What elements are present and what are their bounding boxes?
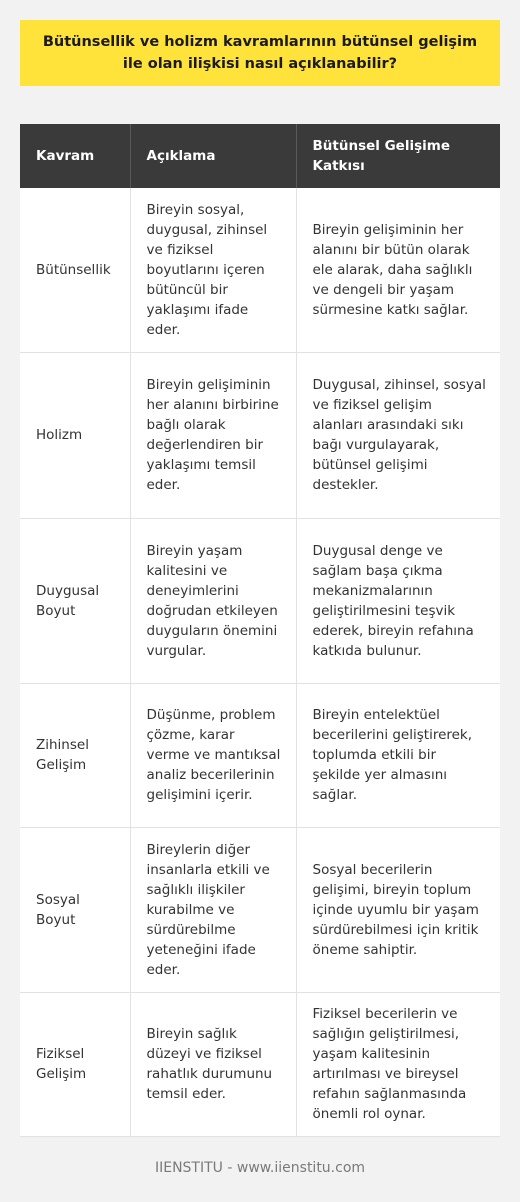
cell-kavram: Zihinsel Gelişim (20, 683, 130, 827)
cell-kavram: Holizm (20, 352, 130, 518)
table-header-row (20, 124, 500, 188)
cell-katki: Bireyin entelektüel becerilerini geliştirerek, toplumda etkili bir şekilde yer almasını sağlar. (296, 683, 500, 827)
header-katki: Bütünsel Gelişime Katkısı (296, 124, 500, 188)
table-row (20, 352, 500, 518)
cell-aciklama: Bireyin gelişiminin her alanını birbirine bağlı olarak değerlendiren bir yaklaşımı temsil eder. (130, 352, 296, 518)
title-banner (20, 20, 500, 86)
cell-katki: Sosyal becerilerin gelişimi, bireyin toplum içinde uyumlu bir yaşam sürdürebilmesi için kritik öneme sahiptir. (296, 827, 500, 992)
table-row (20, 518, 500, 683)
table-row (20, 827, 500, 992)
table-row (20, 188, 500, 352)
cell-aciklama: Düşünme, problem çözme, karar verme ve mantıksal analiz becerilerinin gelişimini içerir. (130, 683, 296, 827)
cell-kavram: Duygusal Boyut (20, 518, 130, 683)
cell-kavram: Bütünsellik (20, 188, 130, 352)
header-kavram: Kavram (20, 124, 130, 188)
cell-aciklama: Bireylerin diğer insanlarla etkili ve sağlıklı ilişkiler kurabilme ve sürdürebilme yeteneğini ifade eder. (130, 827, 296, 992)
footer-credit: IIENSTITU - www.iienstitu.com (154, 1160, 366, 1176)
cell-kavram: Sosyal Boyut (20, 827, 130, 992)
cell-aciklama: Bireyin yaşam kalitesini ve deneyimlerini doğrudan etkileyen duyguların önemini vurgular. (130, 518, 296, 683)
cell-katki: Duygusal denge ve sağlam başa çıkma mekanizmalarının geliştirilmesini teşvik ederek, bireyin refahına katkıda bulunur. (296, 518, 500, 683)
cell-kavram: Fiziksel Gelişim (20, 992, 130, 1136)
cell-katki: Bireyin gelişiminin her alanını bir bütün olarak ele alarak, daha sağlıklı ve dengeli bir yaşam sürmesine katkı sağlar. (296, 188, 500, 352)
header-aciklama: Açıklama (130, 124, 296, 188)
cell-katki: Duygusal, zihinsel, sosyal ve fiziksel gelişim alanları arasındaki sıkı bağı vurgulayarak, bütünsel gelişimi destekler. (296, 352, 500, 518)
table-row (20, 992, 500, 1136)
cell-aciklama: Bireyin sosyal, duygusal, zihinsel ve fiziksel boyutlarını içeren bütüncül bir yaklaşımı ifade eder. (130, 188, 296, 352)
concept-table (20, 124, 500, 1137)
cell-aciklama: Bireyin sağlık düzeyi ve fiziksel rahatlık durumunu temsil eder. (130, 992, 296, 1136)
page-title: Bütünsellik ve holizm kavramlarının bütünsel gelişim ile olan ilişkisi nasıl açıklanabilir? (42, 34, 478, 72)
cell-katki: Fiziksel becerilerin ve sağlığın geliştirilmesi, yaşam kalitesinin artırılması ve bireysel refahın sağlanmasında önemli rol oynar. (296, 992, 500, 1136)
table-row (20, 683, 500, 827)
